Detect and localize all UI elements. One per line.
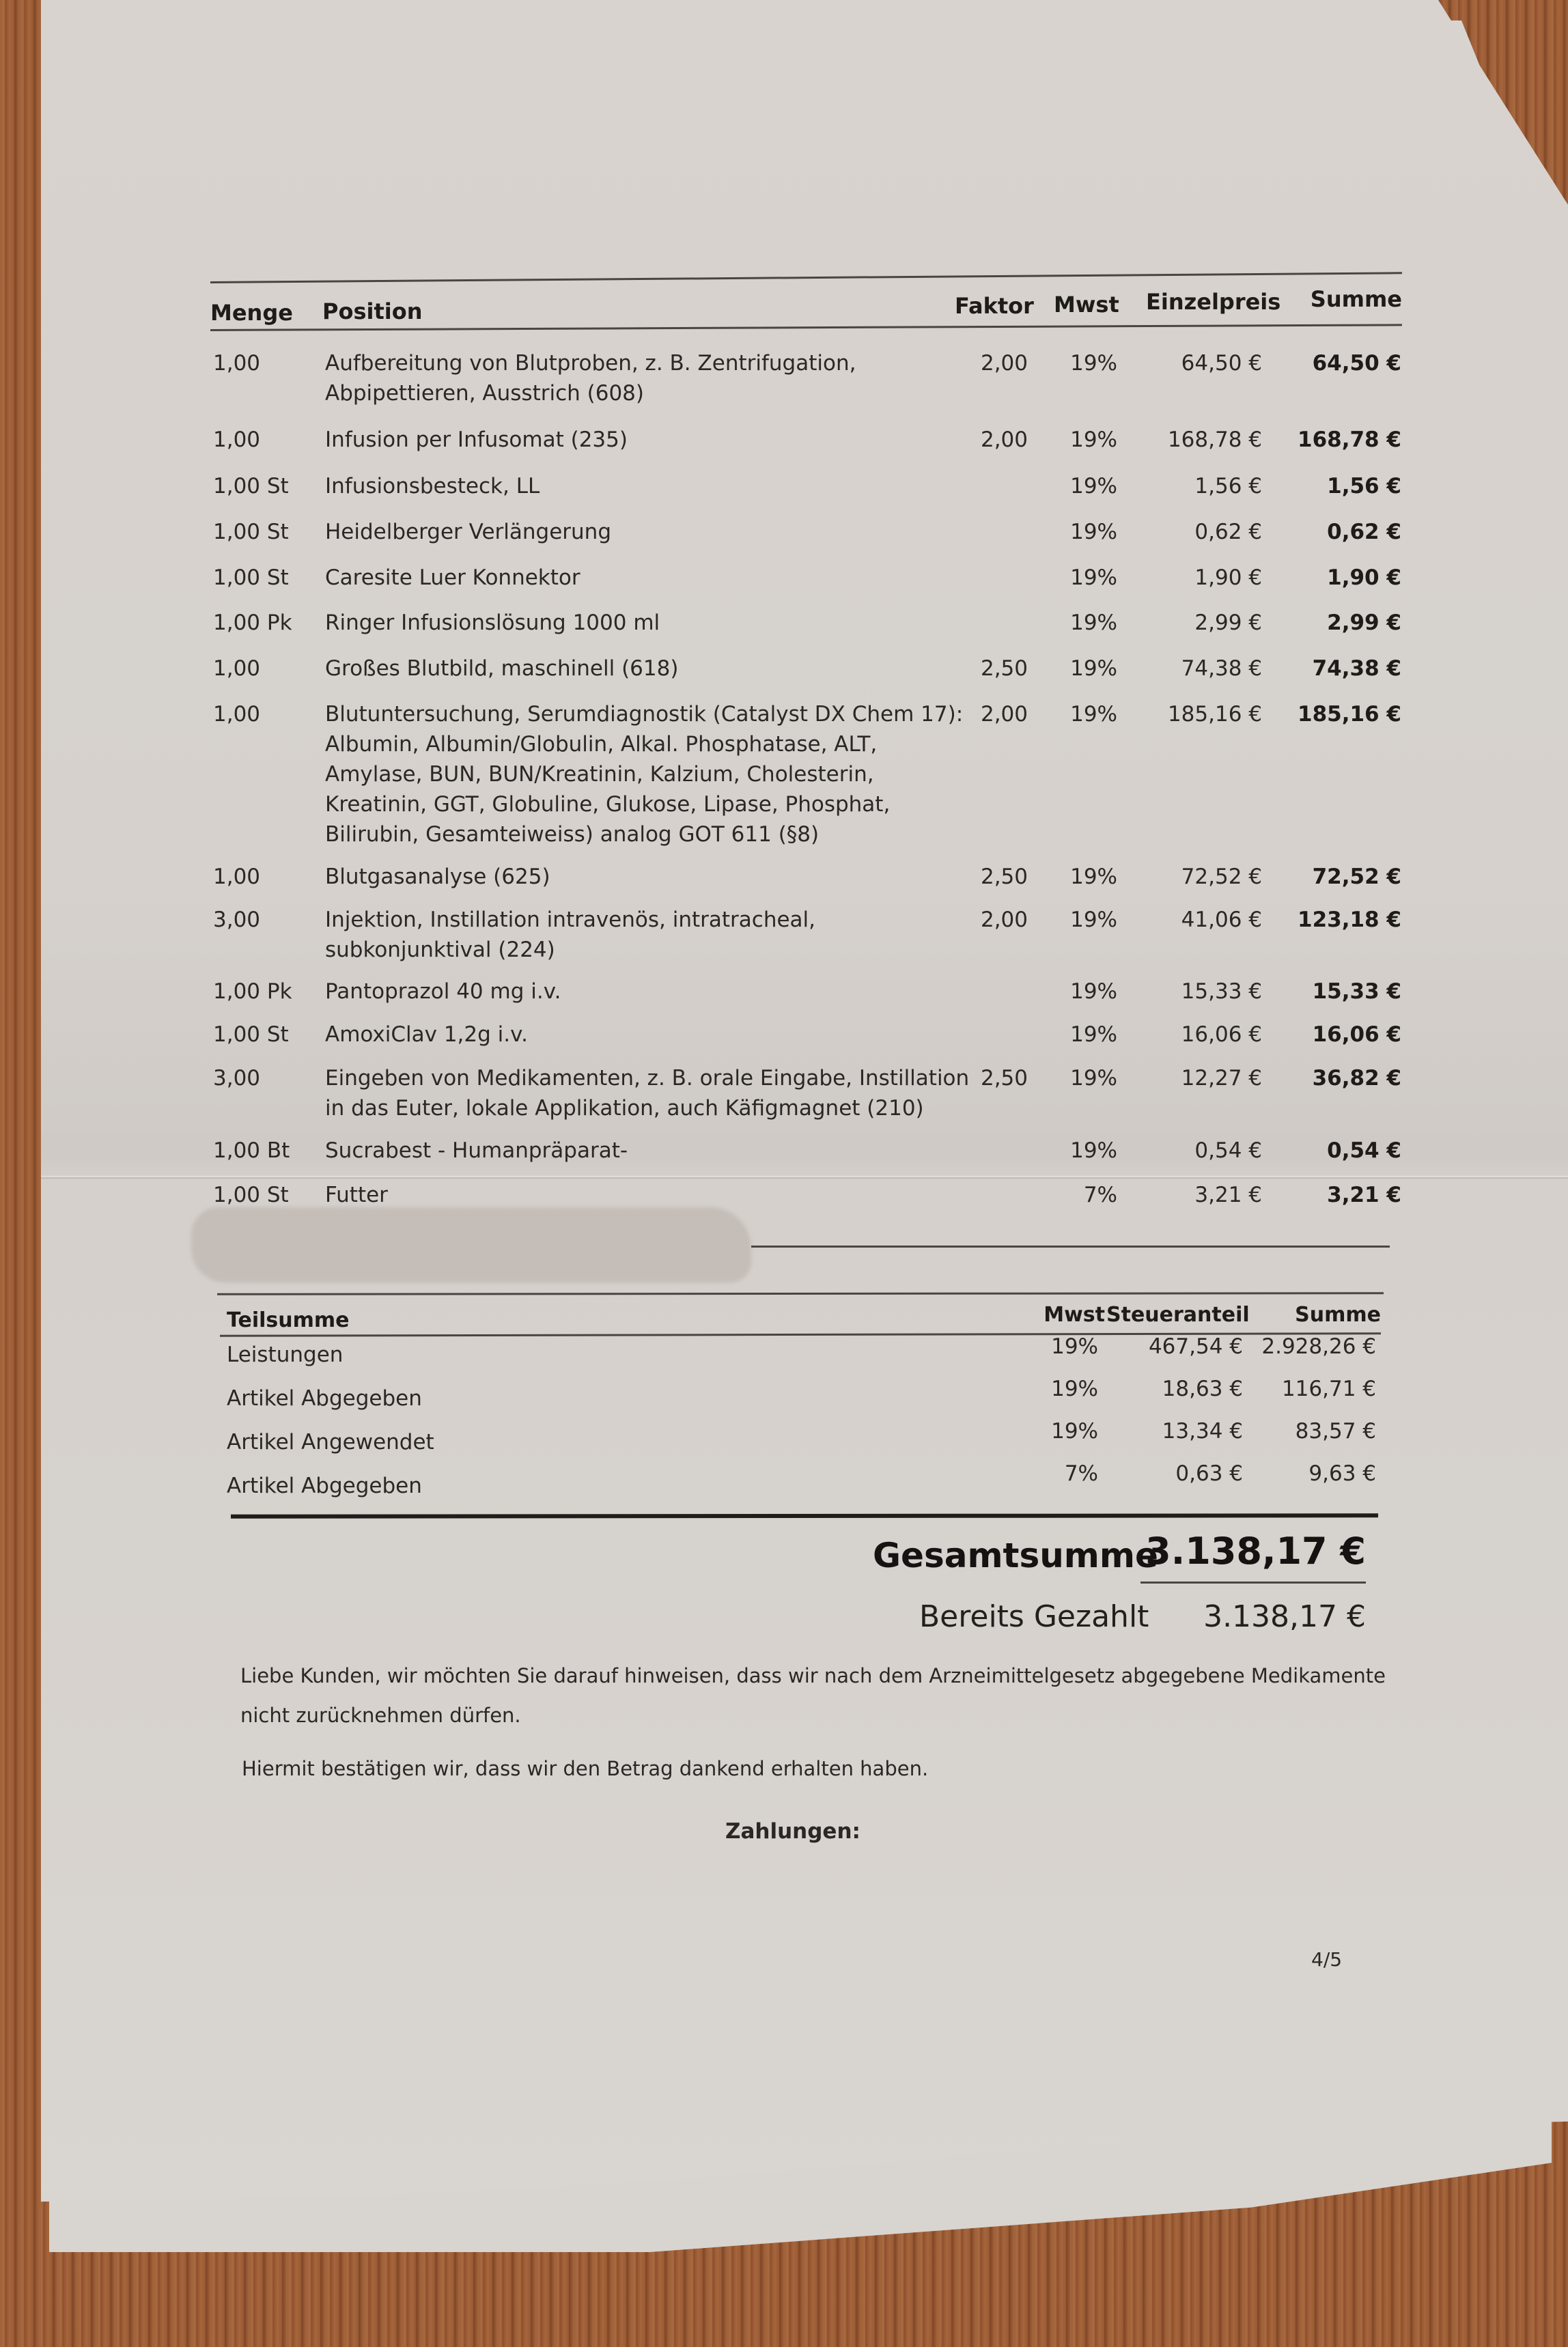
cell-summe: 74,38 € (1312, 656, 1401, 681)
cell-menge: 1,00 Pk (213, 979, 292, 1004)
cell-position: Infusion per Infusomat (235) (325, 427, 628, 452)
redacted-area (191, 1207, 751, 1282)
cell-menge: 3,00 (213, 908, 261, 932)
cell-position: Caresite Luer Konnektor (325, 565, 580, 590)
cell-summe: 123,18 € (1298, 908, 1401, 932)
cell-mwst: 7% (1083, 1183, 1117, 1207)
cell-einzelpreis: 16,06 € (1181, 1022, 1262, 1047)
cell-summe: 15,33 € (1312, 979, 1401, 1004)
table-row (0, 1136, 1568, 1166)
subtotal-header-teilsumme: Teilsumme (227, 1308, 350, 1332)
header-mwst: Mwst (1054, 292, 1119, 318)
cell-position: Aufbereitung von Blutproben, z. B. Zentrifugation, (325, 351, 856, 376)
table-row (0, 653, 1568, 684)
cell-mwst: 19% (1070, 520, 1117, 544)
subtotal-label: Artikel Abgegeben (227, 1474, 422, 1498)
note-arzneimittel-line1: Liebe Kunden, wir möchten Sie darauf hinweisen, dass wir nach dem Arzneimittelgesetz abgegebene Medikamente (240, 1664, 1386, 1687)
table-row (0, 699, 1568, 847)
cell-summe: 1,90 € (1327, 565, 1401, 590)
gesamtsumme-value: 3.138,17 € (1145, 1530, 1366, 1573)
cell-mwst: 19% (1070, 610, 1117, 635)
header-menge: Menge (210, 300, 293, 326)
cell-einzelpreis: 1,90 € (1194, 565, 1262, 590)
cell-menge: 1,00 St (213, 565, 289, 590)
cell-position-continuation: Abpipettieren, Ausstrich (608) (325, 381, 644, 406)
table-row (0, 976, 1568, 1007)
cell-einzelpreis: 72,52 € (1181, 865, 1262, 889)
cell-summe: 0,62 € (1327, 520, 1401, 544)
cell-summe: 64,50 € (1312, 351, 1401, 376)
subtotal-header-steueranteil: Steueranteil (1106, 1303, 1250, 1327)
subtotal-header-summe: Summe (1295, 1303, 1381, 1327)
cell-position: Blutgasanalyse (625) (325, 865, 550, 889)
cell-position-continuation: Amylase, BUN, BUN/Kreatinin, Kalzium, Cholesterin, (325, 762, 874, 787)
subtotal-label: Artikel Angewendet (227, 1430, 434, 1454)
cell-position: Infusionsbesteck, LL (325, 474, 540, 498)
note-bestaetigung: Hiermit bestätigen wir, dass wir den Betrag dankend erhalten haben. (242, 1757, 929, 1780)
cell-summe: 2,99 € (1327, 610, 1401, 635)
cell-position-continuation: in das Euter, lokale Applikation, auch Käfigmagnet (210) (325, 1096, 924, 1121)
paper-fold (41, 1176, 1568, 1179)
cell-einzelpreis: 168,78 € (1167, 427, 1262, 452)
table-row (0, 1063, 1568, 1121)
cell-position: Ringer Infusionslösung 1000 ml (325, 610, 660, 635)
cell-mwst: 19% (1070, 702, 1117, 727)
cell-menge: 1,00 St (213, 520, 289, 544)
cell-menge: 3,00 (213, 1066, 261, 1091)
table-row (0, 471, 1568, 501)
table-row (0, 348, 1568, 406)
cell-summe: 0,54 € (1327, 1138, 1401, 1163)
cell-mwst: 19% (1070, 1066, 1117, 1091)
subtotal-header-mwst: Mwst (1044, 1303, 1105, 1327)
cell-menge: 1,00 Pk (213, 610, 292, 635)
cell-menge: 1,00 (213, 702, 261, 727)
header-einzelpreis: Einzelpreis (1146, 289, 1281, 315)
page-number: 4/5 (1311, 1948, 1343, 1971)
cell-faktor: 2,00 (980, 351, 1028, 376)
cell-menge: 1,00 Bt (213, 1138, 290, 1163)
table-row (0, 1020, 1568, 1050)
cell-faktor: 2,00 (980, 702, 1028, 727)
cell-position: Eingeben von Medikamenten, z. B. orale Eingabe, Instillation (325, 1066, 970, 1091)
table-row (0, 517, 1568, 547)
subtotal-summe: 83,57 € (1295, 1419, 1376, 1444)
cell-mwst: 19% (1070, 1138, 1117, 1163)
cell-menge: 1,00 St (213, 1183, 289, 1207)
cell-summe: 168,78 € (1298, 427, 1401, 452)
subtotal-row (0, 1377, 1568, 1412)
subtotal-summe: 2.928,26 € (1261, 1334, 1376, 1359)
subtotal-summe: 116,71 € (1281, 1377, 1376, 1401)
table-row (0, 563, 1568, 593)
cell-position: Futter (325, 1183, 388, 1207)
subtotal-mwst: 19% (1051, 1377, 1098, 1401)
bereits-gezahlt-label: Bereits Gezahlt (919, 1599, 1149, 1634)
table-row (0, 1180, 1568, 1210)
cell-einzelpreis: 74,38 € (1181, 656, 1262, 681)
cell-einzelpreis: 2,99 € (1194, 610, 1262, 635)
table-row (0, 425, 1568, 455)
table-row (0, 905, 1568, 962)
gesamtsumme-underline (1140, 1582, 1366, 1584)
cell-menge: 1,00 (213, 351, 261, 376)
cell-summe: 16,06 € (1312, 1022, 1401, 1047)
subtotal-steueranteil: 0,63 € (1175, 1461, 1243, 1486)
bereits-gezahlt-value: 3.138,17 € (1203, 1599, 1366, 1634)
subtotal-row (0, 1419, 1568, 1454)
cell-summe: 1,56 € (1327, 474, 1401, 498)
cell-einzelpreis: 12,27 € (1181, 1066, 1262, 1091)
cell-summe: 72,52 € (1312, 865, 1401, 889)
cell-summe: 3,21 € (1327, 1183, 1401, 1207)
cell-einzelpreis: 3,21 € (1194, 1183, 1262, 1207)
header-position: Position (322, 298, 423, 324)
cell-einzelpreis: 0,62 € (1194, 520, 1262, 544)
cell-mwst: 19% (1070, 979, 1117, 1004)
cell-menge: 1,00 (213, 427, 261, 452)
subtotal-label: Artikel Abgegeben (227, 1386, 422, 1411)
cell-mwst: 19% (1070, 474, 1117, 498)
subtotal-steueranteil: 13,34 € (1162, 1419, 1243, 1444)
cell-einzelpreis: 185,16 € (1167, 702, 1262, 727)
header-summe: Summe (1310, 286, 1402, 312)
cell-einzelpreis: 0,54 € (1194, 1138, 1262, 1163)
cell-mwst: 19% (1070, 565, 1117, 590)
note-arzneimittel-line2: nicht zurücknehmen dürfen. (240, 1704, 521, 1727)
cell-mwst: 19% (1070, 351, 1117, 376)
cell-mwst: 19% (1070, 656, 1117, 681)
subtotal-label: Leistungen (227, 1343, 344, 1367)
cell-einzelpreis: 15,33 € (1181, 979, 1262, 1004)
subtotal-steueranteil: 467,54 € (1148, 1334, 1243, 1359)
cell-einzelpreis: 64,50 € (1181, 351, 1262, 376)
cell-position-continuation: Bilirubin, Gesamteiweiss) analog GOT 611 (§8) (325, 822, 820, 847)
cell-position: AmoxiClav 1,2g i.v. (325, 1022, 528, 1047)
cell-summe: 185,16 € (1298, 702, 1401, 727)
subtotal-summe: 9,63 € (1308, 1461, 1376, 1486)
cell-menge: 1,00 St (213, 474, 289, 498)
cell-menge: 1,00 (213, 656, 261, 681)
cell-einzelpreis: 41,06 € (1181, 908, 1262, 932)
cell-faktor: 2,50 (980, 1066, 1028, 1091)
cell-position: Sucrabest - Humanpräparat- (325, 1138, 628, 1163)
cell-position: Heidelberger Verlängerung (325, 520, 611, 544)
cell-einzelpreis: 1,56 € (1194, 474, 1262, 498)
subtotal-mwst: 7% (1064, 1461, 1098, 1486)
table-row (0, 862, 1568, 892)
subtotal-row (0, 1334, 1568, 1370)
header-faktor: Faktor (955, 293, 1034, 319)
cell-mwst: 19% (1070, 1022, 1117, 1047)
table-row (0, 608, 1568, 638)
zahlungen-heading: Zahlungen: (725, 1819, 860, 1844)
cell-summe: 36,82 € (1312, 1066, 1401, 1091)
cell-faktor: 2,00 (980, 427, 1028, 452)
subtotal-mwst: 19% (1051, 1419, 1098, 1444)
cell-position: Injektion, Instillation intravenös, intratracheal, (325, 908, 816, 932)
cell-position: Pantoprazol 40 mg i.v. (325, 979, 561, 1004)
separator-rule-short (751, 1246, 1390, 1248)
cell-position: Blutuntersuchung, Serumdiagnostik (Catalyst DX Chem 17): (325, 702, 964, 727)
cell-mwst: 19% (1070, 908, 1117, 932)
subtotal-row (0, 1461, 1568, 1498)
cell-position: Großes Blutbild, maschinell (618) (325, 656, 679, 681)
cell-faktor: 2,00 (980, 908, 1028, 932)
subtotal-steueranteil: 18,63 € (1162, 1377, 1243, 1401)
gesamtsumme-label: Gesamtsumme (873, 1536, 1158, 1575)
cell-menge: 1,00 St (213, 1022, 289, 1047)
cell-position-continuation: subkonjunktival (224) (325, 938, 555, 962)
cell-mwst: 19% (1070, 865, 1117, 889)
cell-faktor: 2,50 (980, 656, 1028, 681)
subtotal-mwst: 19% (1051, 1334, 1098, 1359)
cell-position-continuation: Kreatinin, GGT, Globuline, Glukose, Lipase, Phosphat, (325, 792, 891, 817)
cell-mwst: 19% (1070, 427, 1117, 452)
cell-menge: 1,00 (213, 865, 261, 889)
cell-faktor: 2,50 (980, 865, 1028, 889)
cell-position-continuation: Albumin, Albumin/Globulin, Alkal. Phosphatase, ALT, (325, 732, 878, 757)
